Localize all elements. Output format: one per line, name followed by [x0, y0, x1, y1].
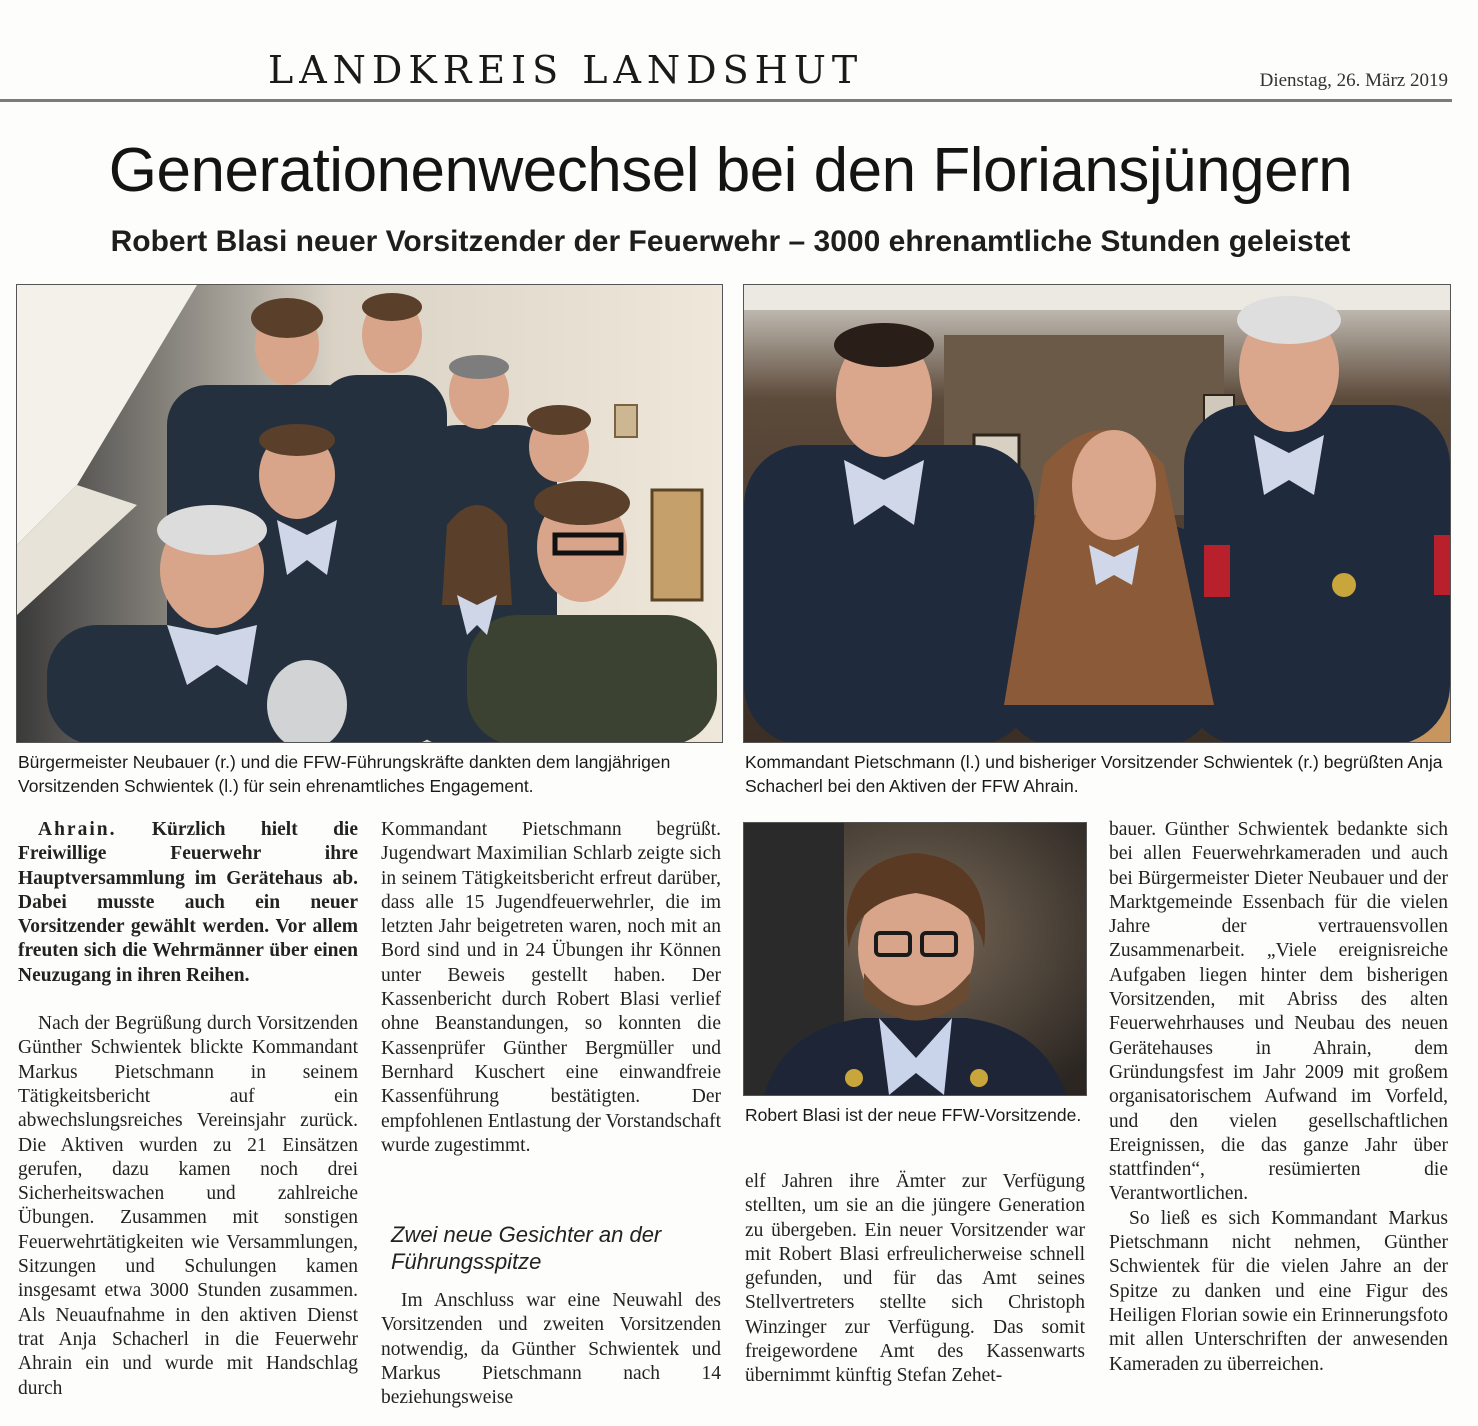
body-paragraph: Nach der Begrüßung durch Vorsitzenden Günther Schwientek blickte Kommandant Markus Pietschmann in seinem Tätigkeitsbericht auf ein abwechslungsreiches Vereinsjahr zurück. Die Aktiven wurden zu 21 Einsätzen gerufen, dazu kamen noch drei Sicherheitswachen und zahlreiche Übungen. Zusammen mit sonstigen Feuerwehrtätigkeiten wie Versammlungen, Sitzungen und Schulungen kamen insgesamt etwa 3000 Stunden zusammen. Als Neuaufnahme in den aktiven Dienst trat Anja Schacherl in die Feuerwehr Ahrain ein und wurde mit Handschlag durch	[18, 1013, 358, 1399]
article-headline: Generationenwechsel bei den Floriansjüngern	[108, 136, 1353, 205]
lead-text: Kürzlich hielt die Freiwillige Feuerwehr ihre Hauptversammlung im Gerätehaus ab. Dabei musste auch ein neuer Vorsitzender gewählt werden. Vor allem freuten sich die Wehrmänner über einen Neuzugang in ihren Reihen.	[18, 819, 359, 986]
article-subheadline: Robert Blasi neuer Vorsitzender der Feuerwehr – 3000 ehrenamtliche Stunden geleistet	[110, 225, 1351, 258]
body-paragraph: Im Anschluss war eine Neuwahl des Vorsitzenden und zweiten Vorsitzenden notwendig, da Günther Schwientek und Markus Pietschmann nach 14 beziehungsweise	[381, 1290, 721, 1409]
portrait-photo-robert-blasi	[743, 822, 1087, 1096]
issue-date: Dienstag, 26. März 2019	[1259, 70, 1448, 91]
article-column-4	[1109, 818, 1448, 1377]
section-title: LANDKREIS LANDSHUT	[268, 48, 864, 92]
article-column-3	[745, 1170, 1085, 1389]
caption-three-people-photo: Kommandant Pietschmann (l.) und bisheriger Vorsitzender Schwientek (r.) begrüßten Anja Schacherl bei den Aktiven der FFW Ahrain.	[745, 752, 1443, 796]
body-paragraph: So ließ es sich Kommandant Markus Pietschmann nicht nehmen, Günther Schwientek für die vielen Jahre an der Spitze zu danken und eine Figur des Heiligen Florian sowie ein Erinnerungsfoto mit allen Unterschriften der anwesenden Kameraden zu überreichen.	[1109, 1207, 1449, 1375]
section-subheading: Zwei neue Gesichter an der Führungsspitze	[391, 1222, 662, 1274]
header-rule	[0, 99, 1452, 102]
article-column-2	[381, 818, 721, 1158]
group-photo-staircase	[16, 284, 723, 743]
dateline: Ahrain.	[38, 819, 117, 840]
photo-kommandant-schacherl-schwientek	[743, 284, 1451, 743]
article-column-1	[18, 818, 358, 1401]
body-paragraph: Kommandant Pietschmann begrüßt. Jugendwart Maximilian Schlarb zeigte sich in seinem Tätigkeitsbericht erfreut darüber, dass alle 15 Jugendfeuerwehrler, die im letzten Jahr beigetreten waren, noch mit an Bord sind und in 24 Übungen ihr Können unter Beweis gestellt haben. Der Kassenbericht durch Robert Blasi verlief ohne Beanstandungen, so konnten die Kassenprüfer Günther Bergmüller und Bernhard Kuschert eine einwandfreie Kassenführung bestätigten. Der empfohlenen Entlastung der Vorstandschaft wurde zugestimmt.	[381, 819, 721, 1156]
caption-group-photo: Bürgermeister Neubauer (r.) und die FFW-Führungskräfte dankten dem langjährigen Vorsitzenden Schwientek (l.) für sein ehrenamtliches Engagement.	[18, 752, 671, 796]
body-paragraph: bauer. Günther Schwientek bedankte sich bei allen Feuerwehrkameraden und auch bei Bürgermeister Dieter Neubauer und der Marktgemeinde Essenbach für die vielen Jahre der vertrauensvollen Zusammenarbeit. „Viele ereignisreiche Aufgaben liegen hinter dem bisherigen Vorsitzenden, mit Abriss des alten Feuerwehrhauses und Neubau des neuen Gerätehauses in Ahrain, dem Gründungsfest im Jahr 2009 mit großem organisatorischem Aufwand im Vorfeld, und den vielen gesellschaftlichen Ereignissen, die das ganze Jahr über stattfinden“, resümierten die Verantwortlichen.	[1109, 819, 1448, 1205]
caption-portrait: Robert Blasi ist der neue FFW-Vorsitzende.	[745, 1105, 1082, 1125]
lead-paragraph	[18, 818, 358, 988]
article-column-2-continued	[381, 1289, 721, 1410]
body-paragraph: elf Jahren ihre Ämter zur Verfügung stellten, um sie an die jüngere Generation zu übergeben. Ein neuer Vorsitzender war mit Robert Blasi erfreulicherweise schnell gefunden, und für das Amt seines Stellvertreters stellte sich Christoph Winzinger zur Verfügung. Das somit freigewordene Amt des Kassenwarts übernimmt künftig Stefan Zehet-	[745, 1171, 1085, 1387]
